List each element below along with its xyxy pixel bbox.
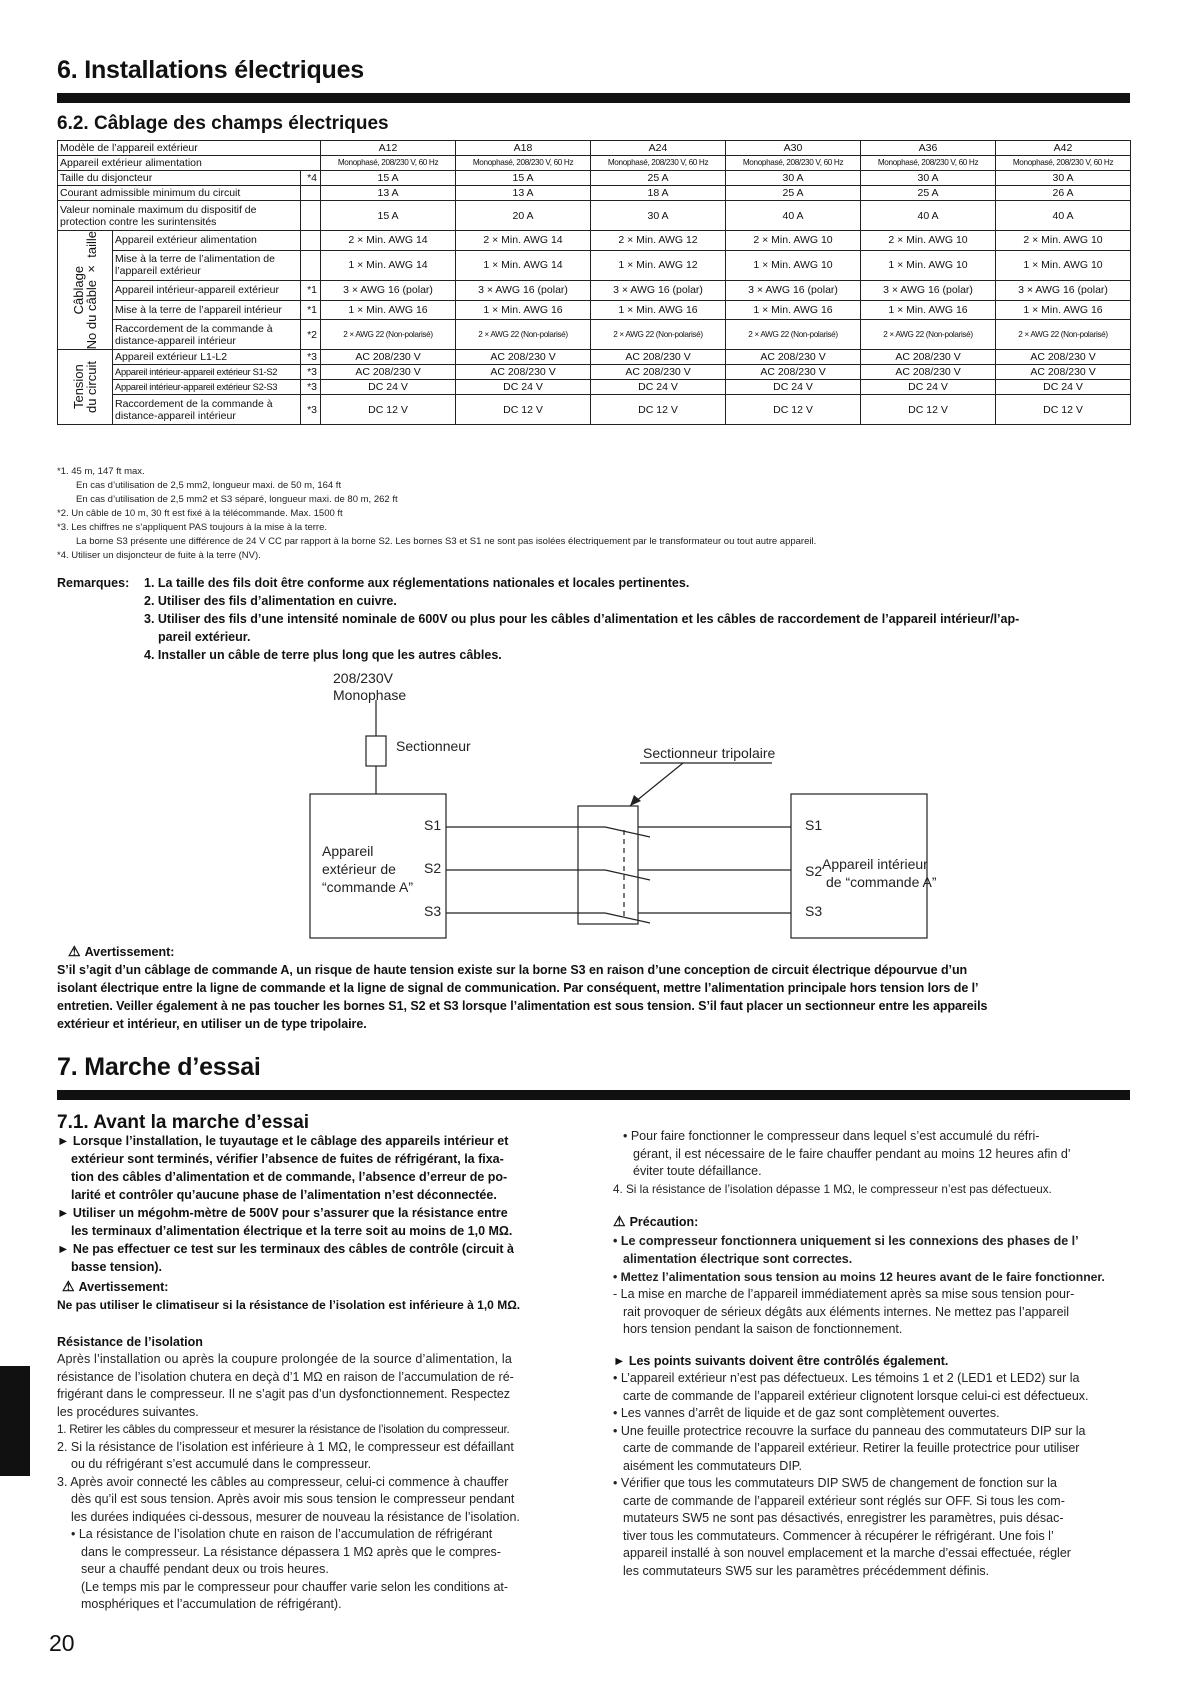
- row-label: Appareil intérieur-appareil extérieur: [113, 280, 301, 300]
- table-cell: Monophasé, 208/230 V, 60 Hz: [996, 156, 1131, 171]
- text-line: 1. Retirer les câbles du compresseur et mesurer la résistance de l’isolation du compresseur.: [57, 1423, 510, 1436]
- footnote: *3. Les chiffres ne s’appliquent PAS toujours à la mise à la terre.: [57, 522, 328, 533]
- warning-triangle-icon: ⚠: [62, 1278, 75, 1294]
- table-cell: Monophasé, 208/230 V, 60 Hz: [591, 156, 726, 171]
- text-line: hors tension pendant la saison de fonctionnement.: [623, 1322, 903, 1336]
- list-item: extérieur sont terminés, vérifier l’absence de fuites de réfrigérant, la fixa-: [71, 1152, 504, 1166]
- table-cell: 13 A: [456, 186, 591, 201]
- table-cell: DC 24 V: [321, 380, 456, 395]
- model-header: A30: [726, 141, 861, 156]
- remark-item: 3. Utiliser des fils d’une intensité nominale de 600V ou plus pour les câbles d’alimentation et les câbles de raccordement de l’appareil intérieur/l’ap-: [144, 612, 1020, 626]
- table-cell: Monophasé, 208/230 V, 60 Hz: [861, 156, 996, 171]
- table-cell: 2 × AWG 22 (Non-polarisé): [321, 320, 456, 350]
- table-cell: AC 208/230 V: [321, 365, 456, 380]
- outdoor-unit-label: Appareil: [322, 843, 374, 859]
- text-line: • Le compresseur fonctionnera uniquement si les connexions des phases de l’: [613, 1234, 1079, 1248]
- table-cell: 2 × AWG 22 (Non-polarisé): [591, 320, 726, 350]
- row-label: Valeur nominale maximum du dispositif de protection contre les surintensités: [58, 201, 301, 231]
- text-line: frigérant dans le compresseur. Il ne s’agit pas d’un dysfonctionnement. Respectez: [57, 1387, 511, 1401]
- terminal-s1-outdoor: S1: [424, 817, 442, 833]
- row-note: *2: [301, 320, 321, 350]
- table-cell: 26 A: [996, 186, 1131, 201]
- table-cell: 25 A: [726, 186, 861, 201]
- table-cell: DC 12 V: [726, 395, 861, 425]
- table-cell: 3 × AWG 16 (polar): [456, 280, 591, 300]
- tripolar-switch-label: Sectionneur tripolaire: [643, 745, 776, 761]
- table-cell: 3 × AWG 16 (polar): [321, 280, 456, 300]
- text-line: • L’appareil extérieur n’est pas défectueux. Les témoins 1 et 2 (LED1 et LED2) sur la: [613, 1371, 1080, 1385]
- list-item: larité et contrôler qu’aucune phase de l’alimentation n’est déconnectée.: [71, 1188, 497, 1202]
- section-7-title: 7. Marche d’essai: [57, 1053, 261, 1081]
- section-6-2-title: 6.2. Câblage des champs électriques: [57, 113, 389, 134]
- warning-text: [57, 961, 1130, 1033]
- table-cell: DC 12 V: [456, 395, 591, 425]
- table-cell: 3 × AWG 16 (polar): [996, 280, 1131, 300]
- table-cell: 40 A: [861, 201, 996, 231]
- row-label: Appareil extérieur alimentation: [58, 156, 321, 171]
- text-line: les durées indiquées ci-dessous, mesurer de nouveau la résistance de l’isolation.: [71, 1509, 520, 1524]
- text-line: mosphériques et l’accumulation de réfrigérant).: [81, 1597, 342, 1611]
- text-line: (Le temps mis par le compresseur pour chauffer varie selon les conditions at-: [81, 1579, 509, 1594]
- footnote: *1. 45 m, 147 ft max.: [57, 466, 145, 477]
- model-header: A24: [591, 141, 726, 156]
- list-item: ► Ne pas effectuer ce test sur les terminaux des câbles de contrôle (circuit à: [57, 1242, 514, 1256]
- table-cell: 30 A: [726, 171, 861, 186]
- text-line: les commutateurs SW5 sur les paramètres précédemment définis.: [623, 1563, 990, 1578]
- text-line: mutateurs SW5 ne sont pas désactivés, enregistrer les paramètres, puis désac-: [623, 1511, 1064, 1525]
- table-row: [58, 201, 1131, 231]
- outdoor-unit-label: “commande A”: [322, 879, 414, 895]
- page-number: 20: [49, 1630, 75, 1656]
- warning-title: Avertissement:: [78, 1280, 169, 1294]
- table-cell: DC 12 V: [321, 395, 456, 425]
- table-cell: DC 12 V: [591, 395, 726, 425]
- table-cell: AC 208/230 V: [321, 350, 456, 365]
- table-cell: DC 24 V: [456, 380, 591, 395]
- text-line: dès qu’il est sous tension. Après avoir mis sous tension le compresseur pendant: [71, 1492, 515, 1506]
- table-cell: 15 A: [456, 171, 591, 186]
- table-cell: 1 × Min. AWG 14: [321, 250, 456, 280]
- table-cell: 2 × Min. AWG 14: [456, 231, 591, 251]
- table-row: [58, 320, 1131, 350]
- table-row: [58, 395, 1131, 425]
- table-cell: AC 208/230 V: [996, 350, 1131, 365]
- table-cell: 40 A: [726, 201, 861, 231]
- row-label: Raccordement de la commande à distance-appareil intérieur: [113, 395, 301, 425]
- warning-line: isolant électrique entre la ligne de commande et la ligne de signal de communication. Par conséquent, mettre l’alimentation principale hors tension lors de l’: [57, 981, 979, 995]
- row-label: Mise à la terre de l’appareil intérieur: [113, 300, 301, 320]
- text-line: ou du réfrigérant s’est accumulé dans le compresseur.: [71, 1457, 372, 1471]
- table-cell: 1 × Min. AWG 16: [456, 300, 591, 320]
- warning-heading: [68, 942, 174, 961]
- table-cell: AC 208/230 V: [996, 365, 1131, 380]
- table-cell: DC 24 V: [861, 380, 996, 395]
- row-note: [301, 201, 321, 231]
- model-header: A36: [861, 141, 996, 156]
- side-tab: [0, 1366, 30, 1476]
- text-line: tiver tous les commutateurs. Commencer à récupérer le réfrigérant. Une fois l’: [623, 1528, 1054, 1543]
- table-cell: 2 × Min. AWG 12: [591, 231, 726, 251]
- table-cell: DC 24 V: [726, 380, 861, 395]
- row-note: *3: [301, 365, 321, 380]
- table-cell: 1 × Min. AWG 14: [456, 250, 591, 280]
- supply-phase: Monophase: [333, 687, 407, 703]
- text-line: carte de commande de l’appareil extérieur. Retirer la feuille protectrice pour utiliser: [623, 1441, 1080, 1455]
- table-cell: 2 × Min. AWG 14: [321, 231, 456, 251]
- list-item: ► Utiliser un mégohm-mètre de 500V pour s’assurer que la résistance entre: [57, 1206, 508, 1220]
- model-header: A12: [321, 141, 456, 156]
- text-line: dans le compresseur. La résistance dépassera 1 MΩ après que le compres-: [81, 1544, 501, 1559]
- text-line: carte de commande de l’appareil extérieur sont réglés sur OFF. Si tous les com-: [623, 1493, 1065, 1508]
- table-cell: 40 A: [996, 201, 1131, 231]
- footnote: En cas d’utilisation de 2,5 mm2 et S3 séparé, longueur maxi. de 80 m, 262 ft: [76, 494, 398, 505]
- table-row: [58, 300, 1131, 320]
- remarks-list: [144, 574, 1130, 664]
- table-cell: 2 × AWG 22 (Non-polarisé): [456, 320, 591, 350]
- table-cell: 1 × Min. AWG 12: [591, 250, 726, 280]
- group-title: Tension du circuit: [71, 361, 99, 414]
- prechecks-list: [57, 1132, 577, 1276]
- model-header: A42: [996, 141, 1131, 156]
- insulation-text: [57, 1351, 587, 1614]
- table-cell: 13 A: [321, 186, 456, 201]
- row-label: Appareil extérieur L1-L2: [113, 350, 301, 365]
- text-line: 3. Après avoir connecté les câbles au compresseur, celui-ci commence à chauffer: [57, 1474, 509, 1489]
- table-cell: Monophasé, 208/230 V, 60 Hz: [321, 156, 456, 171]
- table-cell: AC 208/230 V: [861, 365, 996, 380]
- row-label: Taille du disjoncteur: [58, 171, 301, 186]
- table-cell: DC 24 V: [996, 380, 1131, 395]
- warning-title: Avertissement:: [84, 945, 175, 959]
- section-6-title: 6. Installations électriques: [57, 56, 365, 84]
- row-note: *3: [301, 350, 321, 365]
- table-cell: DC 24 V: [591, 380, 726, 395]
- table-cell: Monophasé, 208/230 V, 60 Hz: [456, 156, 591, 171]
- text-line: • Vérifier que tous les commutateurs DIP SW5 de changement de fonction sur la: [613, 1476, 1057, 1490]
- wiring-diagram: [0, 660, 1190, 940]
- remark-item: pareil extérieur.: [158, 630, 251, 644]
- row-note: [301, 231, 321, 251]
- table-cell: 1 × Min. AWG 10: [726, 250, 861, 280]
- row-label: Raccordement de la commande à distance-appareil intérieur: [113, 320, 301, 350]
- table-cell: 2 × Min. AWG 10: [861, 231, 996, 251]
- table-row: [58, 350, 1131, 365]
- disconnect-switch-label: Sectionneur: [396, 738, 471, 754]
- caution-title: Précaution:: [629, 1215, 699, 1229]
- insulation-title: Résistance de l’isolation: [57, 1335, 203, 1349]
- table-cell: 3 × AWG 16 (polar): [861, 280, 996, 300]
- text-line: 4. Si la résistance de l’isolation dépasse 1 MΩ, le compresseur n’est pas défectueux.: [613, 1182, 1052, 1196]
- table-row: [58, 231, 1131, 251]
- table-row: [58, 186, 1131, 201]
- indoor-unit-label: Appareil intérieur: [822, 856, 928, 872]
- row-note: [301, 250, 321, 280]
- table-cell: AC 208/230 V: [591, 365, 726, 380]
- text-line: - La mise en marche de l’appareil immédiatement après sa mise sous tension pour-: [613, 1287, 1075, 1301]
- remarks-label: Remarques:: [57, 576, 130, 590]
- table-cell: 25 A: [591, 171, 726, 186]
- text-line: • Pour faire fonctionner le compresseur dans lequel s’est accumulé du réfri-: [623, 1129, 1040, 1143]
- footnotes: [57, 465, 1130, 563]
- table-cell: Monophasé, 208/230 V, 60 Hz: [726, 156, 861, 171]
- outdoor-unit-label: extérieur de: [322, 861, 396, 877]
- list-item: ► Lorsque l’installation, le tuyautage et le câblage des appareils intérieur et: [57, 1134, 509, 1148]
- table-cell: 3 × AWG 16 (polar): [591, 280, 726, 300]
- table-cell: 1 × Min. AWG 16: [861, 300, 996, 320]
- table-cell: AC 208/230 V: [861, 350, 996, 365]
- footnote: En cas d’utilisation de 2,5 mm2, longueur maxi. de 50 m, 164 ft: [76, 480, 342, 491]
- warning-line: entretien. Veiller également à ne pas toucher les bornes S1, S2 et S3 lorsque l’alimentation est sous tension. S’il faut placer un sectionneur entre les appareils: [57, 999, 988, 1013]
- warning-text: Ne pas utiliser le climatiseur si la résistance de l’isolation est inférieure à 1,0 MΩ.: [57, 1298, 521, 1312]
- warning-heading: [62, 1277, 168, 1296]
- caution-list: [613, 1232, 1133, 1339]
- row-note: [301, 186, 321, 201]
- checks-title: ► Les points suivants doivent être contrôlés également.: [613, 1354, 949, 1368]
- text-line: • Mettez l’alimentation sous tension au moins 12 heures avant de le faire fonctionner.: [613, 1270, 1105, 1284]
- row-note: *1: [301, 280, 321, 300]
- footnote: *2. Un câble de 10 m, 30 ft est fixé à la télécommande. Max. 1500 ft: [57, 508, 343, 519]
- table-cell: 2 × Min. AWG 10: [996, 231, 1131, 251]
- caution-heading: [613, 1212, 698, 1231]
- table-row: [58, 380, 1131, 395]
- warning-line: extérieur et intérieur, en utiliser un de type tripolaire.: [57, 1017, 367, 1031]
- terminal-s2-outdoor: S2: [424, 860, 442, 876]
- table-cell: 1 × Min. AWG 16: [726, 300, 861, 320]
- table-cell: 20 A: [456, 201, 591, 231]
- indoor-unit-label: de “commande A”: [826, 874, 937, 890]
- group-title: Câblage No du câble × taille: [71, 231, 99, 350]
- table-cell: 3 × AWG 16 (polar): [726, 280, 861, 300]
- list-item: les terminaux d’alimentation électrique et la terre soit au moins de 1,0 MΩ.: [71, 1224, 513, 1238]
- text-line: rait provoquer de sérieux dégâts aux éléments internes. Ne mettez pas l’appareil: [623, 1304, 1070, 1319]
- text-line: • Les vannes d’arrêt de liquide et de gaz sont complètement ouvertes.: [613, 1406, 1000, 1420]
- row-label: Courant admissible minimum du circuit: [58, 186, 301, 201]
- text-line: aisément les commutateurs DIP.: [623, 1458, 803, 1473]
- group-label-wiring: [58, 231, 113, 350]
- text-line: • La résistance de l’isolation chute en raison de l’accumulation de réfrigérant: [71, 1527, 493, 1541]
- table-cell: 15 A: [321, 201, 456, 231]
- section-7-1-title: 7.1. Avant la marche d’essai: [57, 1112, 310, 1133]
- table-cell: AC 208/230 V: [726, 350, 861, 365]
- table-cell: 1 × Min. AWG 16: [996, 300, 1131, 320]
- row-label: Appareil extérieur alimentation: [113, 231, 301, 251]
- row-label: Appareil intérieur-appareil extérieur S2-S3: [113, 380, 301, 395]
- table-cell: 2 × AWG 22 (Non-polarisé): [996, 320, 1131, 350]
- checks-list: [613, 1370, 1138, 1580]
- text-line: alimentation électrique sont correctes.: [623, 1252, 853, 1266]
- row-note: *1: [301, 300, 321, 320]
- table-cell: 30 A: [861, 171, 996, 186]
- table-row: [58, 250, 1131, 280]
- table-cell: 2 × AWG 22 (Non-polarisé): [726, 320, 861, 350]
- caution-triangle-icon: ⚠: [613, 1213, 626, 1229]
- footnote: La borne S3 présente une différence de 24 V CC par rapport à la borne S2. Les bornes S3 et S1 ne sont pas isolées électriquement par le transformateur ou tout autre appareil.: [76, 536, 817, 547]
- table-row: [58, 365, 1131, 380]
- table-cell: 25 A: [861, 186, 996, 201]
- table-cell: AC 208/230 V: [726, 365, 861, 380]
- text-line: gérant, il est nécessaire de le faire chauffer pendant au moins 12 heures afin d’: [633, 1146, 1071, 1161]
- remark-item: 2. Utiliser des fils d’alimentation en cuivre.: [144, 594, 397, 608]
- footnote: *4. Utiliser un disjoncteur de fuite à la terre (NV).: [57, 550, 261, 561]
- table-row: [58, 280, 1131, 300]
- right-intro: [613, 1128, 1133, 1198]
- terminal-s2-indoor: S2: [805, 863, 823, 879]
- diagram-lines: [0, 660, 1190, 940]
- row-note: *4: [301, 171, 321, 186]
- row-note: *3: [301, 395, 321, 425]
- section-rule: [57, 93, 1130, 103]
- text-line: 2. Si la résistance de l’isolation est inférieure à 1 MΩ, le compresseur est défaillant: [57, 1439, 514, 1454]
- group-label-voltage: [58, 350, 113, 425]
- table-cell: 18 A: [591, 186, 726, 201]
- remark-item: 1. La taille des fils doit être conforme aux réglementations nationales et locales pertinentes.: [144, 576, 690, 590]
- text-line: les procédures suivantes.: [57, 1404, 199, 1419]
- list-item: tion des câbles d’alimentation et de commande, l’absence d’erreur de po-: [71, 1170, 508, 1184]
- table-cell: 15 A: [321, 171, 456, 186]
- wiring-table: [57, 140, 1131, 425]
- text-line: Après l’installation ou après la coupure prolongée de la source d’alimentation, la: [57, 1352, 512, 1366]
- table-cell: 2 × Min. AWG 10: [726, 231, 861, 251]
- warning-line: S’il s’agit d’un câblage de commande A, un risque de haute tension existe sur la borne S3 en raison d’une conception de circuit électrique dépourvue d’un: [57, 963, 968, 977]
- row-note: *3: [301, 380, 321, 395]
- table-cell: DC 12 V: [996, 395, 1131, 425]
- row-label: Mise à la terre de l’alimentation de l’appareil extérieur: [113, 250, 301, 280]
- text-line: carte de commande de l’appareil extérieur clignotent lorsque celui-ci est défectueux.: [623, 1388, 1089, 1403]
- table-cell: 30 A: [996, 171, 1131, 186]
- table-cell: 30 A: [591, 201, 726, 231]
- remark-item: 4. Installer un câble de terre plus long que les autres câbles.: [144, 648, 502, 662]
- terminal-s3-indoor: S3: [805, 903, 823, 919]
- model-header: A18: [456, 141, 591, 156]
- row-label: Appareil intérieur-appareil extérieur S1-S2: [113, 365, 301, 380]
- table-cell: 1 × Min. AWG 10: [996, 250, 1131, 280]
- table-cell: 1 × Min. AWG 10: [861, 250, 996, 280]
- table-cell: AC 208/230 V: [591, 350, 726, 365]
- terminal-s1-indoor: S1: [805, 817, 823, 833]
- table-cell: AC 208/230 V: [456, 350, 591, 365]
- table-cell: AC 208/230 V: [456, 365, 591, 380]
- table-cell: 2 × AWG 22 (Non-polarisé): [861, 320, 996, 350]
- text-line: seur a chauffé pendant deux ou trois heures.: [81, 1562, 329, 1576]
- table-cell: DC 12 V: [861, 395, 996, 425]
- table-cell: 1 × Min. AWG 16: [321, 300, 456, 320]
- header-label: Modèle de l’appareil extérieur: [58, 141, 321, 156]
- text-line: • Une feuille protectrice recouvre la surface du panneau des commutateurs DIP sur la: [613, 1423, 1086, 1438]
- table-row: [58, 171, 1131, 186]
- list-item: basse tension).: [71, 1260, 162, 1274]
- text-line: éviter toute défaillance.: [633, 1164, 762, 1178]
- section-rule: [57, 1090, 1130, 1100]
- supply-voltage: 208/230V: [333, 670, 393, 686]
- table-header-row: [58, 141, 1131, 156]
- text-line: appareil installé à son nouvel emplacement et la marche d’essai effectuée, régler: [623, 1546, 1071, 1560]
- text-line: résistance de l’isolation chutera en deçà d’1 MΩ en raison de l’accumulation de ré-: [57, 1369, 514, 1384]
- table-row: [58, 156, 1131, 171]
- table-cell: 1 × Min. AWG 16: [591, 300, 726, 320]
- warning-triangle-icon: ⚠: [68, 943, 81, 959]
- terminal-s3-outdoor: S3: [424, 903, 442, 919]
